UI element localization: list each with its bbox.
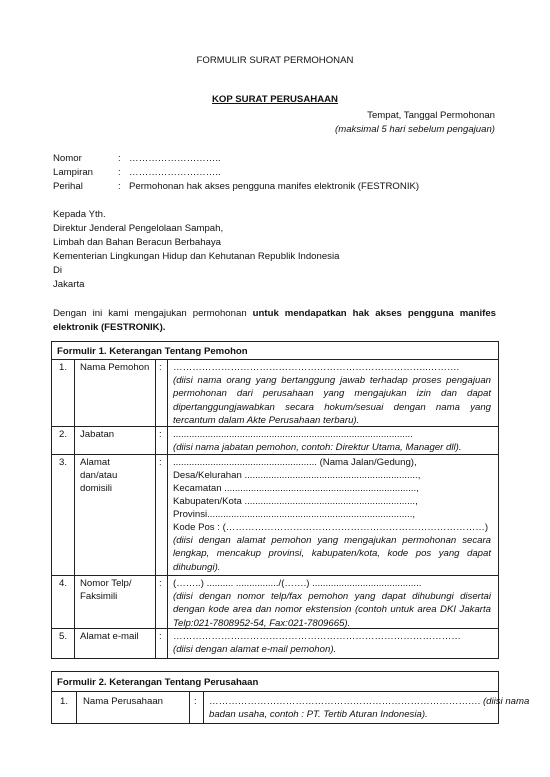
nomor-value: ………………………..: [129, 153, 221, 164]
row-label: Faksimili: [80, 591, 118, 602]
colon: :: [118, 153, 121, 164]
kecamatan-field[interactable]: Kecamatan ........................................................................,: [173, 483, 419, 494]
provinsi-field[interactable]: Provinsi.............................................................................,: [173, 509, 416, 520]
row-label: Alamat: [80, 457, 110, 468]
row-hint: (diisi dengan alamat e-mail pemohon).: [173, 644, 337, 655]
row-number: 1.: [59, 362, 68, 373]
table-column-line: [155, 359, 156, 659]
row-hint: (diisi dengan nomor telp/fax pemohon yang dapat dihubungi disertai dengan kode area dan nomor ekstension (contoh untuk area DKI Jakarta Telp:021-7808952-54, Fax:021-7809665).: [173, 591, 491, 629]
form2-header: Formulir 2. Keterangan Tentang Perusahaan: [57, 677, 259, 688]
table-column-line: [76, 691, 77, 724]
row-label: Jabatan: [80, 429, 115, 440]
recipient-line: Jakarta: [53, 279, 85, 290]
colon: :: [159, 578, 162, 589]
perihal-value: Permohonan hak akses pengguna manifes elektronik (FESTRONIK): [129, 181, 420, 192]
table-column-line: [74, 359, 75, 659]
lampiran-label: Lampiran: [53, 167, 93, 178]
alamat-jalan-field[interactable]: ...................................................... (Nama Jalan/Gedung),: [173, 457, 417, 468]
row-number: 3.: [59, 457, 68, 468]
row-hint: (diisi nama orang yang bertanggung jawab terhadap proses pengajuan permohonan dari perusahaan yang mengajukan izin dan dapat dipertanggungjawabkan secara hokum/sesuai dengan nama yang tercantum dalam Akte Perusahaan terbaru).: [173, 375, 491, 426]
letterhead-placeholder: KOP SURAT PERUSAHAAN: [212, 94, 338, 105]
row-label: Nama Perusahaan: [83, 696, 163, 707]
recipient-line: Kepada Yth.: [53, 209, 106, 220]
colon: :: [118, 167, 121, 178]
nama-pemohon-field[interactable]: ……………………………………………………………………..……….: [173, 362, 460, 373]
table-divider: [51, 691, 499, 692]
table-column-line: [167, 359, 168, 659]
field-dots: ………………………………………………………………………….: [209, 696, 481, 707]
lampiran-value: ………………………..: [129, 167, 221, 178]
recipient-line: Direktur Jenderal Pengelolaan Sampah,: [53, 223, 224, 234]
recipient-line: Kementerian Lingkungan Hidup dan Kehutanan Republik Indonesia: [53, 251, 340, 262]
colon: :: [159, 631, 162, 642]
jabatan-field[interactable]: ..........................................................................................: [173, 429, 413, 440]
table-column-line: [203, 691, 204, 724]
row-label: domisili: [80, 483, 112, 494]
row-number: 1.: [60, 696, 69, 707]
row-label: dan/atau: [80, 470, 118, 481]
kabupaten-field[interactable]: Kabupaten/Kota ................................................................,: [173, 496, 418, 507]
row-number: 4.: [59, 578, 68, 589]
row-hint: (diisi nama jabatan pemohon, contoh: Direktur Utama, Manager dll).: [173, 442, 462, 453]
table-column-line: [189, 691, 190, 724]
row-number: 5.: [59, 631, 68, 642]
colon: :: [159, 429, 162, 440]
colon: :: [118, 181, 121, 192]
kode-pos-field[interactable]: Kode Pos : (………………………………………………………………………): [173, 522, 489, 533]
intro-text: Dengan ini kami mengajukan permohonan: [53, 308, 253, 319]
row-hint: (diisi nama: [480, 696, 530, 707]
nomor-label: Nomor: [53, 153, 82, 164]
row-label: Nama Pemohon: [80, 362, 150, 373]
table-divider: [51, 359, 499, 360]
place-date-note: (maksimal 5 hari sebelum pengajuan): [335, 124, 495, 135]
recipient-line: Di: [53, 265, 63, 276]
row-hint: (diisi dengan alamat pemohon yang mengajukan permohonan secara lengkap, mencakup provinsi, kabupaten/kota, kode pos yang dapat dihubungi).: [173, 535, 491, 573]
nama-perusahaan-field[interactable]: [209, 695, 529, 708]
intro-paragraph: [53, 307, 496, 335]
colon: :: [159, 362, 162, 373]
row-hint: badan usaha, contoh : PT. Tertib Aturan Indonesia).: [209, 709, 428, 720]
colon: :: [159, 457, 162, 468]
email-field[interactable]: ………………………………………………………………………………: [173, 631, 461, 642]
desa-field[interactable]: Desa/Kelurahan .................................................................,: [173, 470, 421, 481]
place-date: Tempat, Tanggal Permohonan: [367, 110, 495, 121]
colon: :: [194, 696, 197, 707]
telp-fax-field[interactable]: (……..) .......... ................/(…….) .........................................: [173, 578, 422, 589]
row-number: 2.: [59, 429, 68, 440]
row-label: Alamat e-mail: [80, 631, 139, 642]
recipient-line: Limbah dan Bahan Beracun Berbahaya: [53, 237, 222, 248]
form-title: FORMULIR SURAT PERMOHONAN: [196, 55, 354, 66]
form1-header: Formulir 1. Keterangan Tentang Pemohon: [57, 346, 248, 357]
perihal-label: Perihal: [53, 181, 83, 192]
table-divider: [51, 575, 499, 576]
intro-bold-text: untuk mendapatkan hak akses pengguna manifes elektronik (FESTRONIK).: [53, 308, 496, 333]
row-label: Nomor Telp/: [80, 578, 132, 589]
